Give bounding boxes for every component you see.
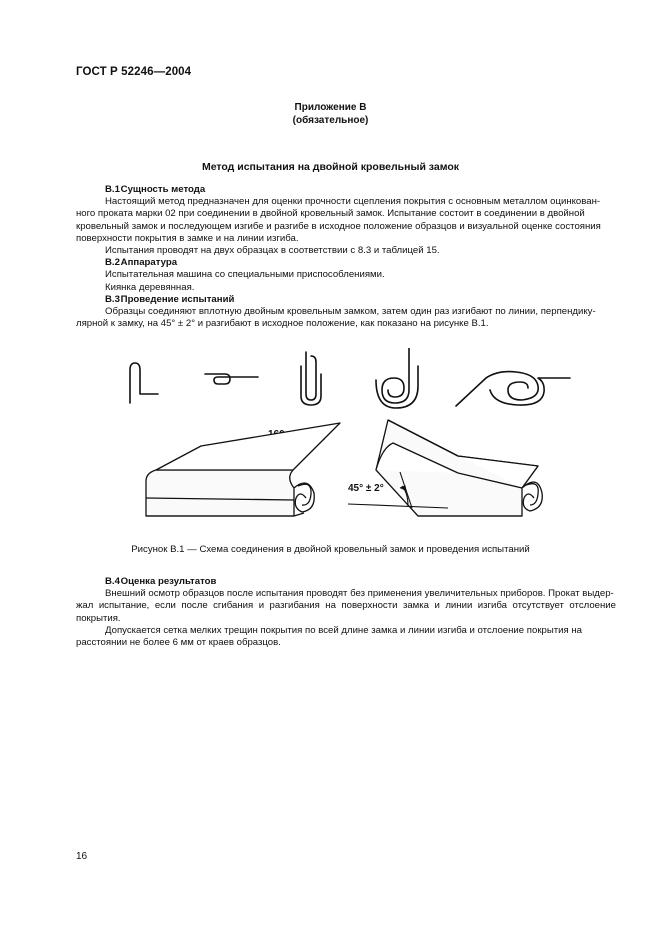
document-header: ГОСТ Р 52246—2004 — [76, 66, 192, 78]
fold-step-3 — [306, 352, 316, 400]
section-b1-paragraph-2: Испытания проводят на двух образцах в соответствии с 8.3 и таблицей 15. — [105, 245, 440, 257]
section-b3-title: В.3 Проведение испытаний — [105, 293, 235, 305]
fold-step-4 — [382, 348, 409, 403]
page-number: 16 — [76, 851, 88, 862]
section-b4-title: В.4 Оценка результатов — [105, 576, 217, 587]
specimen-bent — [376, 420, 542, 516]
section-b1-line-3: кровельный замок и последующем изгибе и разгибе в исходное положение образцов и визуальной оценке состояния — [76, 220, 601, 232]
specimen-flat — [146, 423, 340, 516]
section-b1-line-2: ного проката марки 02 при соединении в двойной кровельный замок. Испытание состоит в соединении в двойной — [76, 208, 585, 220]
section-b3-line-1: Образцы соединяют вплотную двойным кровельным замком, затем один раз изгибают по линии, перпендику- — [105, 306, 596, 318]
section-b1-line-4: поверхности покрытия в замке и на линии изгиба. — [76, 232, 299, 244]
figure-b1-diagram — [118, 348, 588, 523]
method-title: Метод испытания на двойной кровельный замок — [201, 161, 460, 173]
fold-step-5 — [456, 372, 538, 406]
section-b1-title: В.1 Сущность метода — [105, 184, 206, 195]
section-b2-paragraph-1: Испытательная машина со специальными приспособлениями. — [105, 269, 385, 281]
section-b3-line-2: лярной к замку, на 45° ± 2° и разгибают в исходное положение, как показано на рисунке В.1. — [76, 318, 489, 330]
sections-b1-b3 — [76, 184, 616, 330]
section-b2-title: В.2 Аппаратура — [105, 257, 178, 269]
section-b4-line-4: расстоянии не более 6 мм от краев образцов. — [76, 637, 281, 649]
section-b4-line-3: Допускается сетка мелких трещин покрытия по всей длине замка и линии изгиба и отслоение покрытия на — [105, 624, 582, 636]
section-b1-line-1: Настоящий метод предназначен для оценки прочности сцепления покрытия с основным металлом оцинкован- — [105, 196, 601, 208]
section-b2-paragraph-2: Киянка деревянная. — [105, 281, 195, 293]
section-b4-line-2: жал испытание, если после сгибания и разгибания на поверхности замка и линии изгиба отсутствует отслоение покрытия. — [76, 600, 616, 624]
annex-title: Приложение В — [294, 102, 367, 113]
fold-step-1 — [130, 363, 158, 403]
figure-caption: Рисунок В.1 — Схема соединения в двойной кровельный замок и проведения испытаний — [131, 544, 530, 555]
section-b4-line-1: Внешний осмотр образцов после испытания проводят без применения увеличительных приборов. Прокат выдер- — [105, 588, 614, 600]
fold-step-2 — [205, 374, 258, 384]
annex-status: (обязательное) — [292, 115, 369, 126]
annex-heading — [0, 101, 661, 127]
angle-label: 45° ± 2° — [348, 483, 384, 494]
section-b4 — [76, 576, 616, 649]
